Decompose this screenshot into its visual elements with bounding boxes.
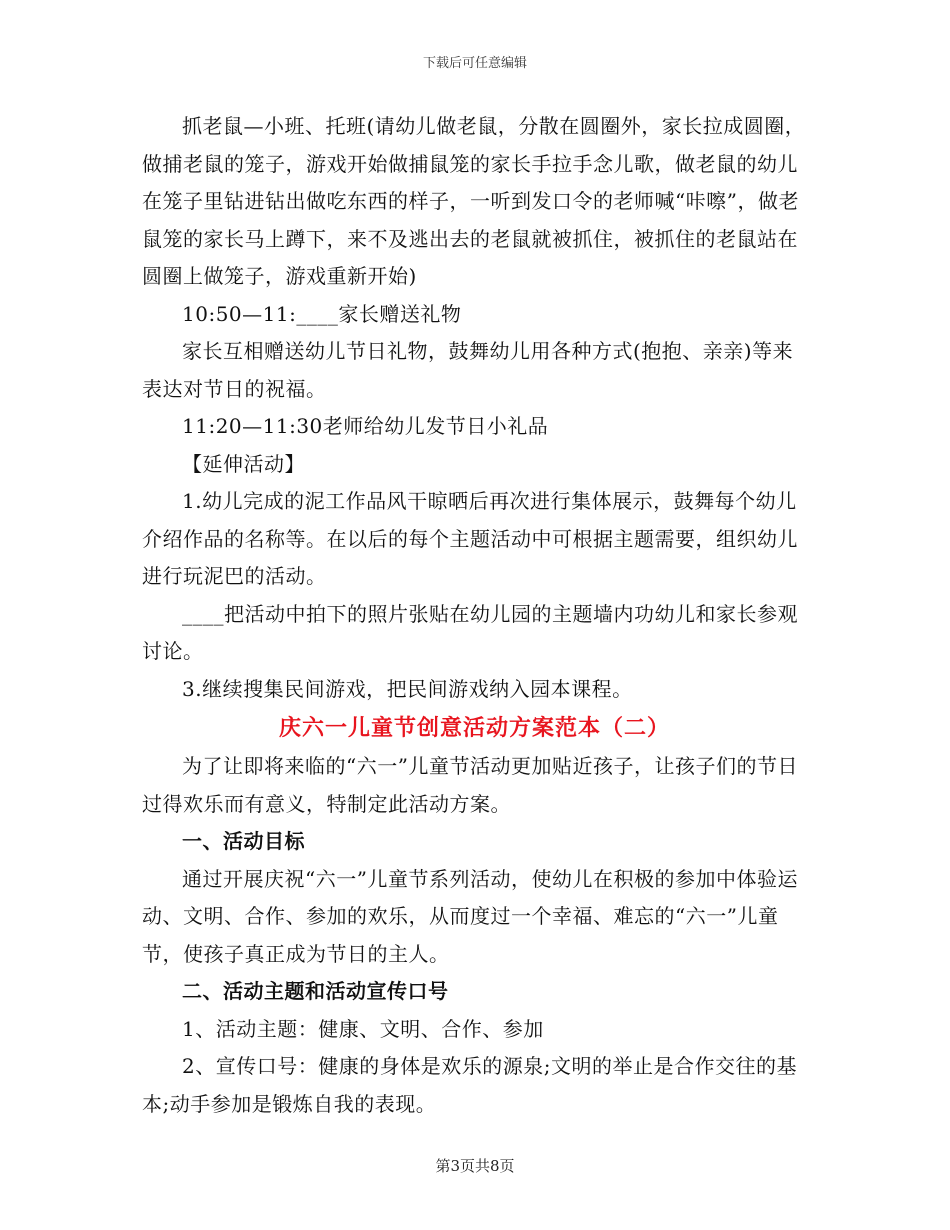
paragraph-extension-heading: 【延伸活动】 <box>182 451 305 476</box>
paragraph-catch-mouse-game: 抓老鼠—小班、托班(请幼儿做老鼠，分散在圆圈外，家长拉成圆圈，做捕老鼠的笼子，游戏开始做捕鼠笼的家长手拉手念儿歌，做老鼠的幼儿在笼子里钻进钻出做吃东西的样子，一听到发口令的老师喊“咔嚓”，做老鼠笼的家长马上蹲下，来不及逃出去的老鼠就被抓住，被抓住的老鼠站在圆圈上做笼子，游戏重新开始) <box>142 114 806 288</box>
heading-activity-goal: 一、活动目标 <box>182 829 305 853</box>
paragraph-intro: 为了让即将来临的“六一”儿童节活动更加贴近孩子，让孩子们的节日过得欢乐而有意义，特制定此活动方案。 <box>142 754 798 816</box>
paragraph-gift-description: 家长互相赠送幼儿节日礼物，鼓舞幼儿用各种方式(抱抱、亲亲)等来表达对节日的祝福。 <box>142 339 794 401</box>
heading-activity-theme: 二、活动主题和活动宣传口号 <box>182 979 449 1003</box>
document-body <box>142 108 807 1123</box>
paragraph-gift-time: 10:50—11:____家长赠送礼物 <box>182 301 462 326</box>
page-header: 下载后可任意编辑 <box>422 56 527 71</box>
paragraph-activity-goal: 通过开展庆祝“六一”儿童节系列活动，使幼儿在积极的参加中体验运动、文明、合作、参加的欢乐，从而度过一个幸福、难忘的“六一”儿童节，使孩子真正成为节日的主人。 <box>142 866 798 966</box>
paragraph-extension-1: 1.幼儿完成的泥工作品风干晾晒后再次进行集体展示，鼓舞每个幼儿介绍作品的名称等。在以后的每个主题活动中可根据主题需要，组织幼儿进行玩泥巴的活动。 <box>142 489 798 588</box>
paragraph-teacher-gift-time: 11:20—11:30老师给幼儿发节日小礼品 <box>182 414 549 438</box>
paragraph-activity-theme: 1、活动主题：健康、文明、合作、参加 <box>182 1016 544 1041</box>
paragraph-extension-3: 3.继续搜集民间游戏，把民间游戏纳入园本课程。 <box>182 676 633 701</box>
section-title: 庆六一儿童节创意活动方案范本（二） <box>278 715 670 741</box>
paragraph-slogan: 2、宣传口号：健康的身体是欢乐的源泉;文明的举止是合作交往的基本;动手参加是锻炼自我的表现。 <box>142 1054 797 1116</box>
paragraph-extension-2: ____把活动中拍下的照片张贴在幼儿园的主题墙内功幼儿和家长参观讨论。 <box>142 601 798 663</box>
page-footer: 第3页共8页 <box>435 1157 515 1175</box>
